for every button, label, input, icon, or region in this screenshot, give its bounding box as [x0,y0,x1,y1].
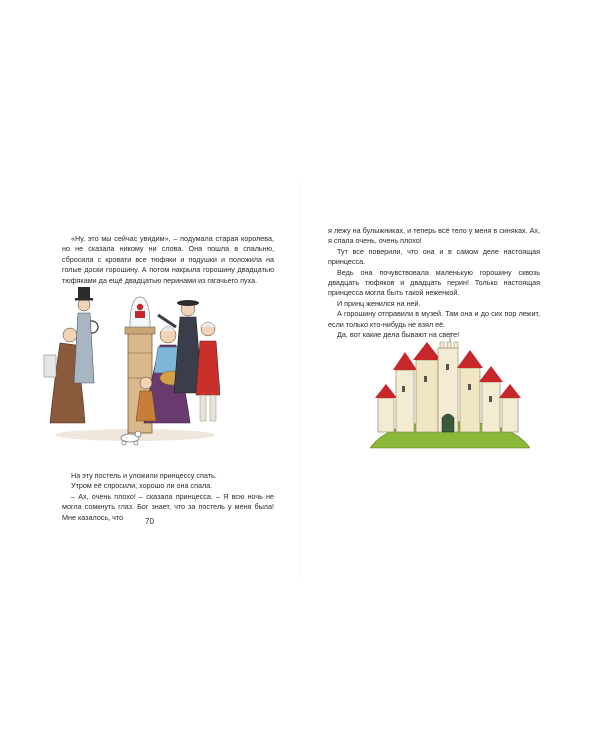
paragraph: – Ах, очень плохо! – сказала принцесса. – Я всю ночь не могла сомкнуть глаз. Бог знает, что за постель у меня была! Мне казалось, что [62,491,274,522]
paragraph: Утром её спросили, хорошо ли она спала. [71,481,213,491]
left-bottom-text [62,471,274,523]
paragraph: На эту постель и уложили принцессу спать. [71,471,217,480]
paragraph: Да, вот какие дела бывают на свете! [337,330,460,340]
castle-illustration [370,330,530,450]
right-page [300,0,600,750]
right-text [328,226,540,340]
paragraph: А горошину отправили в музей. Там она и до сих пор лежит, если только кто-нибудь не взял её. [328,309,540,329]
left-top-text [62,234,274,286]
paragraph: «Ну, это мы сейчас увидим», – подумала старая королева, но не сказала никому ни слова. Она пошла в спальню, сбросила с кровати все тюфяки и подушки и положила на голые доски горошину. А потом накрыла горошину двадцатью тюфяками да ещё двадцатью перинами из гагачьего пуха. [62,234,274,285]
queen-and-courtiers-illustration [40,283,220,453]
paragraph: И принц женился на ней. [337,298,421,308]
paragraph: Ведь она почувствовала маленькую горошину сквозь двадцать тюфяков и двадцать перин! Только настоящая принцесса могла быть такой неженкой. [328,267,540,298]
paragraph: Тут все поверили, что она и в самом деле настоящая принцесса. [328,246,540,267]
paragraph: я лежу на булыжниках, и теперь всё тело у меня в синяках. Ах, я спала очень, очень плохо! [328,226,540,246]
page-number: 70 [145,517,154,526]
